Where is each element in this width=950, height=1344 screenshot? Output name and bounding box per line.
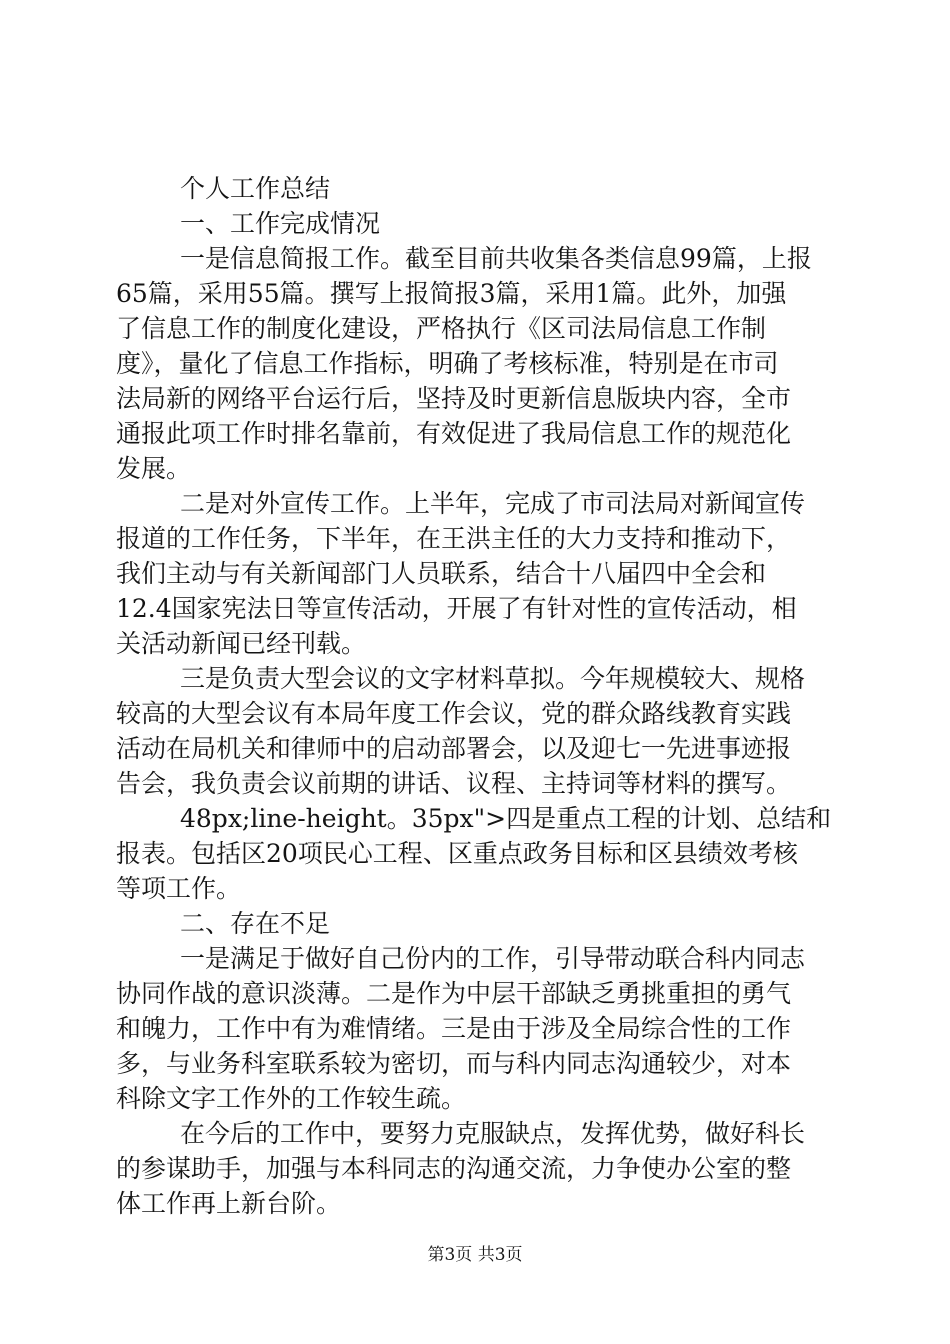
document-body: [116, 171, 832, 1221]
paragraph-line: 发展。: [116, 454, 192, 483]
paragraph-line: 等项工作。: [116, 874, 242, 903]
paragraph-line: 关活动新闻已经刊载。: [116, 629, 367, 658]
paragraph-line: 协同作战的意识淡薄。二是作为中层干部缺乏勇挑重担的勇气: [116, 979, 792, 1008]
section-heading: 一、工作完成情况: [180, 209, 381, 238]
section-heading: 二、存在不足: [180, 909, 331, 938]
paragraph-line: 二是对外宣传工作。上半年，完成了市司法局对新闻宣传: [180, 489, 806, 518]
paragraph-line: 一是信息简报工作。截至目前共收集各类信息99篇，上报: [180, 244, 812, 273]
paragraph-line: 在今后的工作中，要努力克服缺点，发挥优势，做好科长: [180, 1119, 806, 1148]
paragraph-line: 报道的工作任务，下半年，在王洪主任的大力支持和推动下，: [116, 524, 792, 553]
paragraph-line: 较高的大型会议有本局年度工作会议，党的群众路线教育实践: [116, 699, 792, 728]
document-title: 个人工作总结: [180, 174, 331, 203]
paragraph-line: 科除文字工作外的工作较生疏。: [116, 1084, 467, 1113]
paragraph-line: 告会，我负责会议前期的讲话、议程、主持词等材料的撰写。: [116, 769, 792, 798]
paragraph-line: 体工作再上新台阶。: [116, 1189, 342, 1218]
paragraph-line: 多，与业务科室联系较为密切，而与科内同志沟通较少，对本: [116, 1049, 792, 1078]
paragraph-line: 一是满足于做好自己份内的工作，引导带动联合科内同志: [180, 944, 806, 973]
paragraph-line: 度》，量化了信息工作指标，明确了考核标准，特别是在市司: [116, 349, 779, 378]
paragraph-line: 48px;line-height。35px">四是重点工程的计划、总结和: [180, 804, 832, 833]
paragraph-line: 活动在局机关和律师中的启动部署会，以及迎七一先进事迹报: [116, 734, 792, 763]
paragraph-line: 65篇，采用55篇。撰写上报简报3篇，采用1篇。此外，加强: [116, 279, 787, 308]
page-number-footer: 第3页 共3页: [427, 1245, 523, 1265]
paragraph-line: 12.4国家宪法日等宣传活动，开展了有针对性的宣传活动，相: [116, 594, 797, 623]
paragraph-line: 和魄力，工作中有为难情绪。三是由于涉及全局综合性的工作: [116, 1014, 792, 1043]
paragraph-line: 三是负责大型会议的文字材料草拟。今年规模较大、规格: [180, 664, 806, 693]
paragraph-line: 通报此项工作时排名靠前，有效促进了我局信息工作的规范化: [116, 419, 792, 448]
paragraph-line: 报表。包括区20项民心工程、区重点政务目标和区县绩效考核: [116, 839, 798, 868]
paragraph-line: 的参谋助手，加强与本科同志的沟通交流，力争使办公室的整: [116, 1154, 792, 1183]
paragraph-line: 了信息工作的制度化建设，严格执行《区司法局信息工作制: [116, 314, 767, 343]
paragraph-line: 法局新的网络平台运行后，坚持及时更新信息版块内容，全市: [116, 384, 792, 413]
paragraph-line: 我们主动与有关新闻部门人员联系，结合十八届四中全会和: [116, 559, 767, 588]
